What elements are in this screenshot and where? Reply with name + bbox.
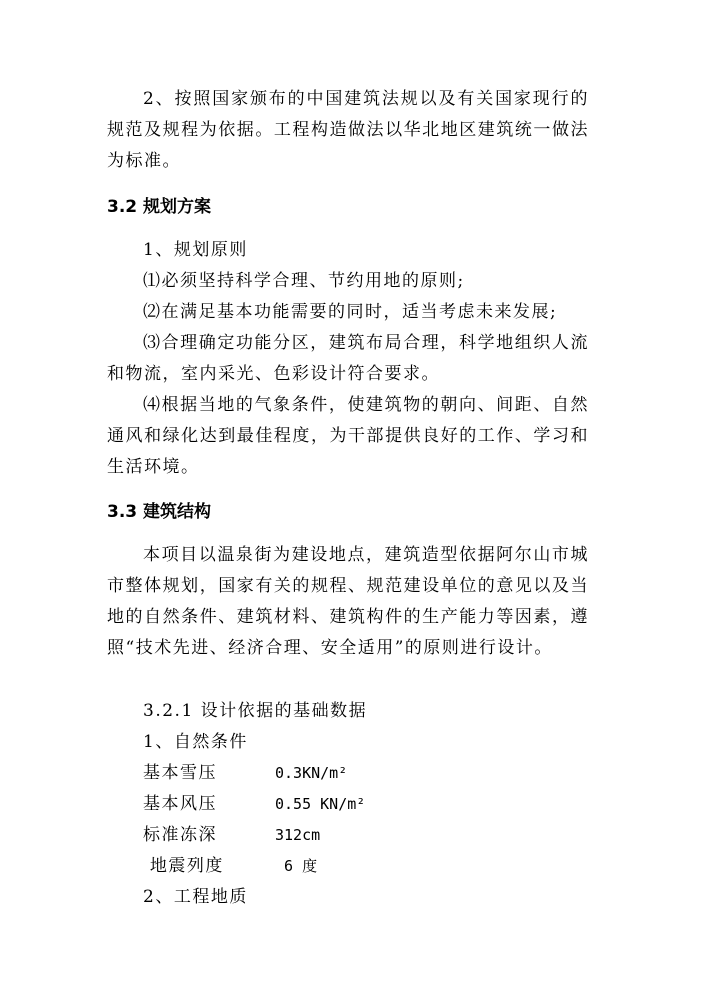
data-row-frost-depth (143, 820, 320, 851)
data-row-snow-pressure (143, 758, 347, 789)
data-label: 基本风压 (143, 794, 217, 814)
principle-item-1: ⑴必须坚持科学合理、节约用地的原则; (143, 271, 465, 291)
section-3-3-heading: 3.3 建筑结构 (107, 502, 212, 522)
data-value: 0.55 KN/m² (275, 795, 366, 813)
data-value: 6 度 (275, 857, 318, 875)
data-value: 312cm (275, 826, 321, 844)
planning-principles-subheading: 1、规划原则 (143, 240, 248, 260)
intro-item-2: 2、按照国家颁布的中国建筑法规以及有关国家现行的规范及规程为依据。工程构造做法以华北地区建筑统一做法为标准。 (107, 89, 589, 171)
data-row-seismic-intensity (143, 851, 317, 882)
data-value: 0.3KN/m² (275, 764, 348, 782)
natural-conditions-heading: 1、自然条件 (143, 732, 248, 752)
data-row-wind-pressure (143, 789, 365, 820)
data-label: 地震列度 (143, 856, 224, 876)
principle-item-3: ⑶合理确定功能分区，建筑布局合理，科学地组织人流和物流，室内采光、色彩设计符合要求。 (107, 333, 589, 384)
principle-item-2: ⑵在满足基本功能需要的同时，适当考虑未来发展; (143, 302, 558, 322)
sub-3-2-1-heading: 3.2.1 设计依据的基础数据 (143, 701, 368, 721)
data-label: 基本雪压 (143, 763, 217, 783)
section-3-2-heading: 3.2 规划方案 (107, 197, 212, 217)
principle-item-4: ⑷根据当地的气象条件，使建筑物的朝向、间距、自然通风和绿化达到最佳程度，为干部提供良好的工作、学习和生活环境。 (107, 395, 589, 477)
data-label: 标准冻深 (143, 825, 217, 845)
engineering-geology-heading: 2、工程地质 (143, 887, 248, 907)
section-3-3-body: 本项目以温泉街为建设地点，建筑造型依据阿尔山市城市整体规划，国家有关的规程、规范建设单位的意见以及当地的自然条件、建筑材料、建筑构件的生产能力等因素，遵照“技术先进、经济合理、安全适用”的原则进行设计。 (107, 545, 589, 658)
